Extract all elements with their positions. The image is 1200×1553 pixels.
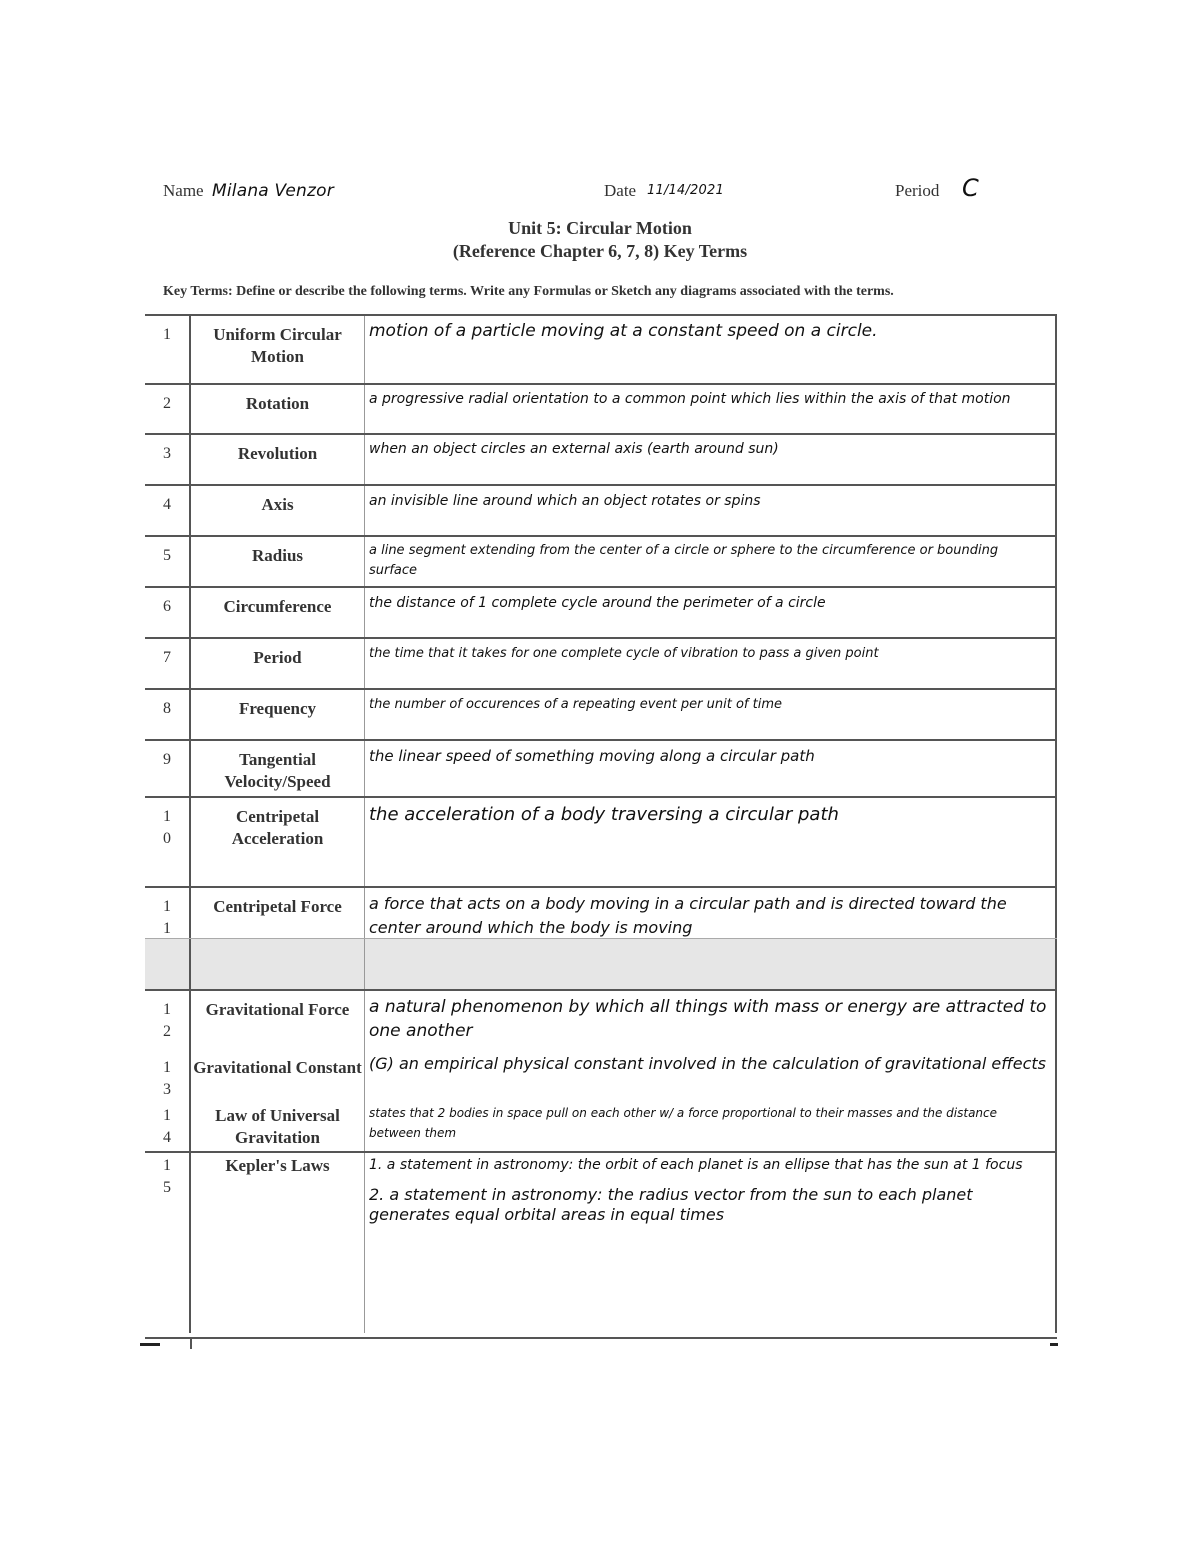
definition-text: the distance of 1 complete cycle around the perimeter of a circle [365, 588, 1057, 637]
row-number: 2 [145, 385, 191, 433]
row-number: 3 [145, 435, 191, 484]
table-row [145, 798, 1057, 888]
definition-text: a force that acts on a body moving in a circular path and is directed toward the center around which the body is moving [365, 888, 1057, 938]
definition-text: a line segment extending from the center of a circle or sphere to the circumference or bounding surface [365, 537, 1057, 586]
kepler-law-1: 1. a statement in astronomy: the orbit of each planet is an ellipse that has the sun at 1 focus [369, 1157, 1023, 1173]
table-column-stub [190, 1337, 192, 1349]
term-label: Axis [191, 486, 365, 535]
row-number: 1 [145, 316, 191, 383]
definition-text: when an object circles an external axis (earth around sun) [365, 435, 1057, 484]
term-label: Rotation [191, 385, 365, 433]
term-label: Law of Universal Gravitation [191, 1103, 365, 1151]
table-row [145, 486, 1057, 537]
worksheet-title: Unit 5: Circular Motion [508, 218, 692, 238]
row-number: 9 [145, 741, 191, 796]
row-number: 1 5 [145, 1153, 191, 1333]
term-label: Centripetal Acceleration [191, 798, 365, 886]
definition-text: states that 2 bodies in space pull on each other w/ a force proportional to their masses and the distance between them [365, 1103, 1057, 1151]
scan-mark-left [140, 1343, 160, 1346]
definition-text: motion of a particle moving at a constant speed on a circle. [365, 316, 1057, 383]
term-label: Uniform Circular Motion [191, 316, 365, 383]
definition-text: the number of occurences of a repeating event per unit of time [365, 690, 1057, 739]
key-terms-table [145, 314, 1057, 1333]
row-number: 1 3 [145, 1053, 191, 1103]
table-row [145, 1153, 1057, 1333]
table-row [145, 1053, 1057, 1103]
table-bottom-border [145, 1337, 1057, 1339]
definition-text: (G) an empirical physical constant involved in the calculation of gravitational effects [365, 1053, 1057, 1103]
term-label: Frequency [191, 690, 365, 739]
table-row [145, 1103, 1057, 1153]
term-label: Revolution [191, 435, 365, 484]
definition-text: a natural phenomenon by which all things with mass or energy are attracted to one another [365, 991, 1057, 1053]
definition-text: a progressive radial orientation to a common point which lies within the axis of that motion [365, 385, 1057, 433]
row-number: 1 0 [145, 798, 191, 886]
row-number: 1 1 [145, 888, 191, 938]
period-label: Period [895, 181, 940, 200]
term-label: Radius [191, 537, 365, 586]
term-label: Centripetal Force [191, 888, 365, 938]
row-number: 1 4 [145, 1103, 191, 1151]
row-number: 8 [145, 690, 191, 739]
table-row [145, 741, 1057, 798]
term-label: Gravitational Force [191, 991, 365, 1053]
definition-text: the time that it takes for one complete cycle of vibration to pass a given point [365, 639, 1057, 688]
term-label: Circumference [191, 588, 365, 637]
instructions: Key Terms: Define or describe the following terms. Write any Formulas or Sketch any diagrams associated with the terms. [163, 284, 894, 299]
definition-text: an invisible line around which an object rotates or spins [365, 486, 1057, 535]
worksheet-subtitle: (Reference Chapter 6, 7, 8) Key Terms [452, 241, 748, 261]
date-value: 11/14/2021 [647, 183, 724, 198]
table-row [145, 888, 1057, 939]
scan-mark-right [1050, 1343, 1058, 1346]
period-value: C [962, 174, 979, 202]
student-name: Milana Venzor [212, 181, 334, 201]
row-number: 6 [145, 588, 191, 637]
definition-text: the linear speed of something moving along a circular path [365, 741, 1057, 796]
date-label: Date [604, 181, 637, 200]
table-row [145, 639, 1057, 690]
term-label: Kepler's Laws [191, 1153, 365, 1333]
table-row [145, 314, 1057, 385]
table-row [145, 588, 1057, 639]
definition-text [365, 1153, 1057, 1333]
term-label [191, 939, 365, 989]
definition-text: the acceleration of a body traversing a circular path [365, 798, 1057, 886]
table-row [145, 385, 1057, 435]
table-row [145, 435, 1057, 486]
row-number: 4 [145, 486, 191, 535]
table-row [145, 939, 1057, 991]
kepler-law-2: 2. a statement in astronomy: the radius vector from the sun to each planet generates equal orbital areas in equal times [369, 1185, 973, 1224]
term-label: Period [191, 639, 365, 688]
term-label: Gravitational Constant [191, 1053, 365, 1103]
name-label: Name [163, 181, 204, 200]
row-number [145, 939, 191, 989]
definition-text [365, 939, 1057, 989]
table-row [145, 537, 1057, 588]
table-row [145, 991, 1057, 1053]
term-label: Tangential Velocity/Speed [191, 741, 365, 796]
row-number: 5 [145, 537, 191, 586]
row-number: 7 [145, 639, 191, 688]
table-row [145, 690, 1057, 741]
row-number: 1 2 [145, 991, 191, 1053]
